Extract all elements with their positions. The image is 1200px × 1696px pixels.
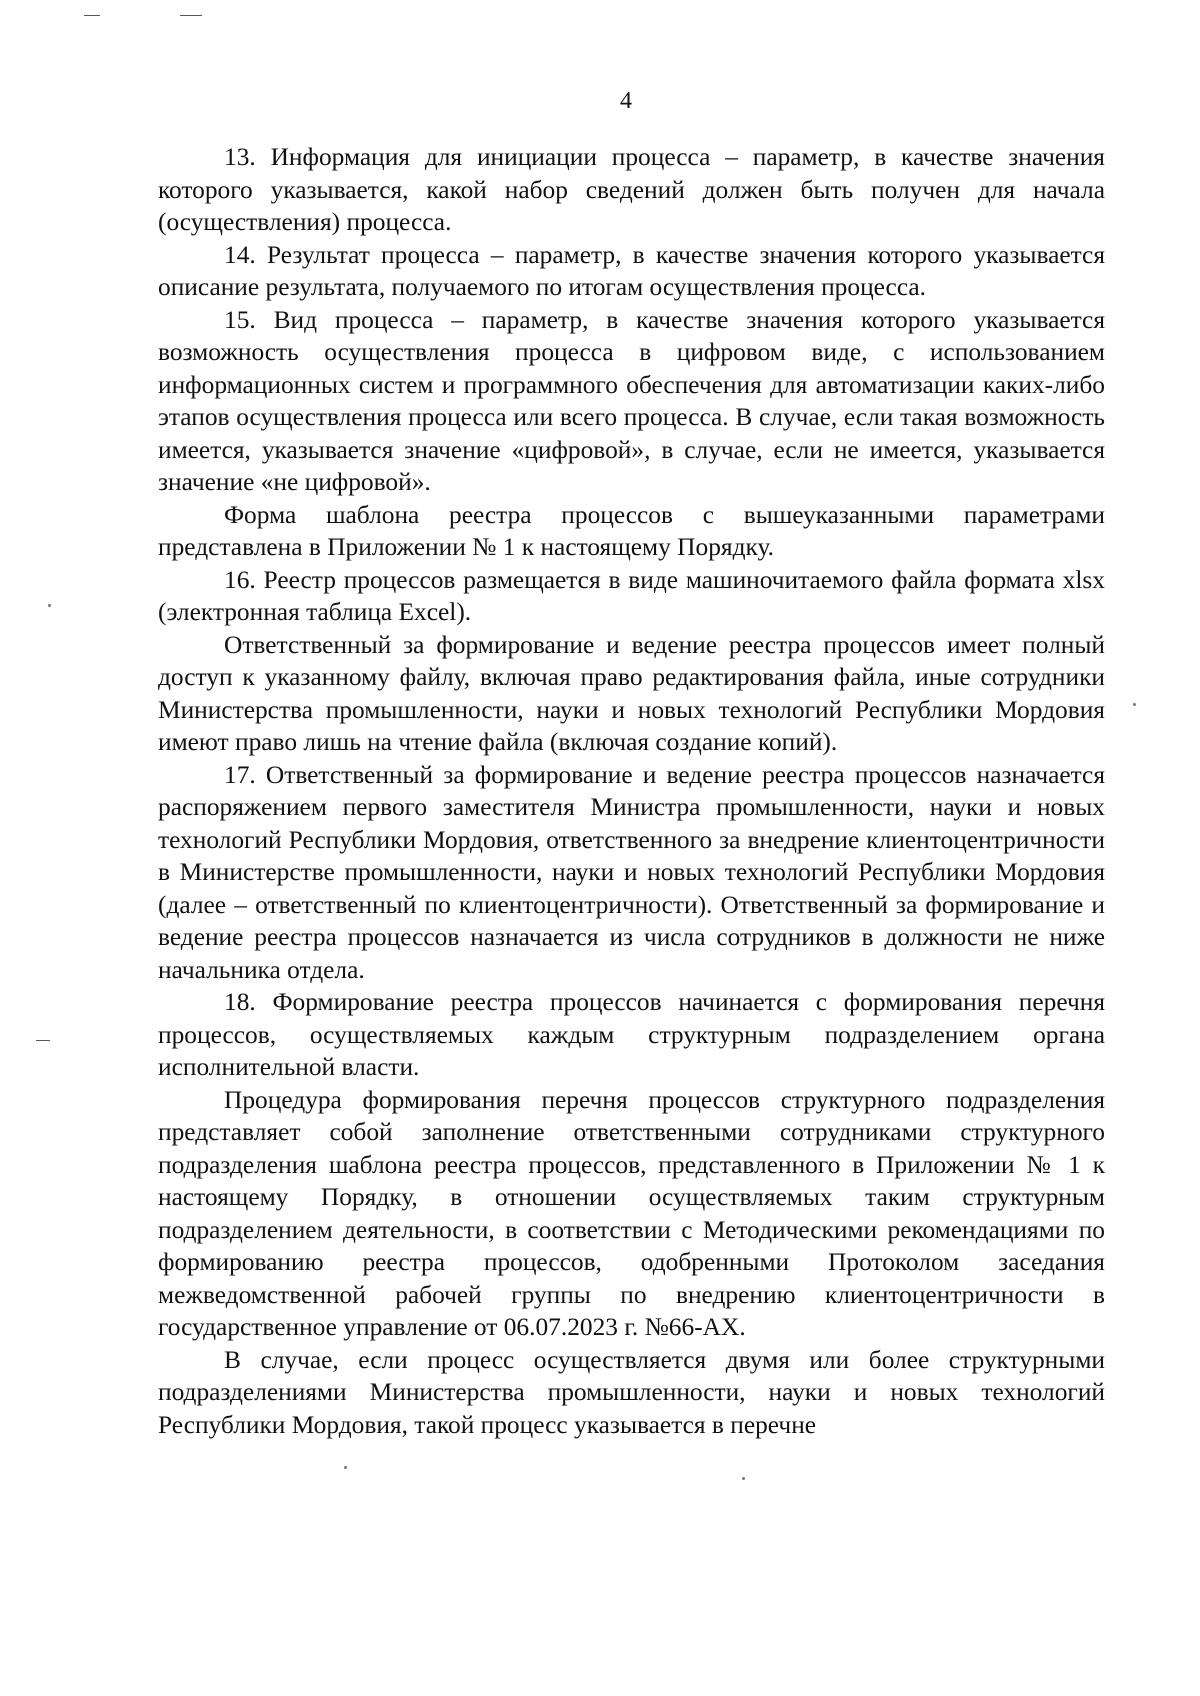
document-body — [158, 141, 1105, 1441]
paragraph-18: 18. Формирование реестра процессов начинается с формирования перечня процессов, осуществляемых каждым структурным подразделением органа исполнительной власти. — [158, 988, 1105, 1081]
paragraph-15: 15. Вид процесса – параметр, в качестве значения которого указывается возможность осуществления процесса в цифровом виде, с использованием информационных систем и программного обеспечения для автоматизации каких-либо этапов осуществления процесса или всего процесса. В случае, если такая возможность имеется, указывается значение «цифровой», в случае, если не имеется, указывается значение «не цифровой». — [158, 305, 1105, 496]
paragraph-14: 14. Результат процесса – параметр, в качестве значения которого указывается описание результата, получаемого по итогам осуществления процесса. — [158, 240, 1105, 301]
scan-mark-top-left — [84, 15, 100, 16]
scan-dot-right — [1133, 703, 1136, 706]
scan-dot-left — [48, 604, 51, 607]
paragraph-17: 17. Ответственный за формирование и ведение реестра процессов назначается распоряжением первого заместителя Министра промышленности, науки и новых технологий Республики Мордовия, ответственного за внедрение клиентоцентричности в Министерстве промышленности, науки и новых технологий Республики Мордовия (далее – ответственный по клиентоцентричности). Ответственный за формирование и ведение реестра процессов назначается из числа сотрудников в должности не ниже начальника отдела. — [158, 760, 1105, 984]
paragraph-access-rights: Ответственный за формирование и ведение реестра процессов имеет полный доступ к указанному файлу, включая право редактирования файла, иные сотрудники Министерства промышленности, науки и новых технологий Республики Мордовия имеют право лишь на чтение файла (включая создание копий). — [158, 630, 1105, 756]
paragraph-16: 16. Реестр процессов размещается в виде машиночитаемого файла формата xlsx (электронная таблица Excel). — [158, 565, 1105, 626]
paragraph-13: 13. Информация для инициации процесса – параметр, в качестве значения которого указывается, какой набор сведений должен быть получен для начала (осуществления) процесса. — [158, 143, 1105, 236]
scan-mark-top — [180, 15, 202, 16]
paragraph-multiple-units: В случае, если процесс осуществляется двумя или более структурными подразделениями Министерства промышленности, науки и новых технологий Республики Мордовия, такой процесс указывается в перечне — [158, 1345, 1105, 1439]
scan-mark-left — [36, 1040, 50, 1041]
paragraph-procedure: Процедура формирования перечня процессов структурного подразделения представляет собой заполнение ответственными сотрудниками структурного подразделения шаблона реестра процессов, представленного в Приложении № 1 к настоящему Порядку, в отношении осуществляемых таким структурным подразделением деятельности, в соответствии с Методическими рекомендациями по формированию реестра процессов, одобренными Протоколом заседания межведомственной рабочей группы по внедрению клиентоцентричности в государственное управление от 06.07.2023 г. №66-АХ. — [158, 1085, 1105, 1341]
page-number: 4 — [620, 88, 632, 114]
scan-dot-bottom-left — [344, 1466, 347, 1469]
paragraph-template-form: Форма шаблона реестра процессов с вышеуказанными параметрами представлена в Приложении № 1 к настоящему Порядку. — [158, 500, 1105, 561]
scan-dot-bottom-right — [742, 1477, 745, 1480]
